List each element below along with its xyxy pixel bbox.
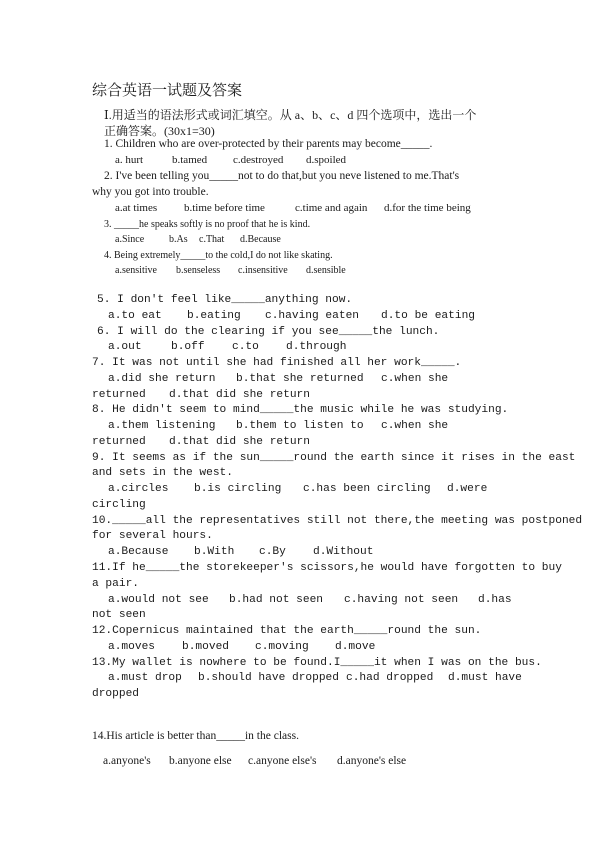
question-11-option-d-wrap: not seen [92,609,146,621]
question-14-option-c: c.anyone else's [248,755,317,767]
question-8-option-b: b.them to listen to [236,420,364,432]
question-10-option-a: a.Because [108,546,169,558]
question-4-option-d: d.sensible [306,265,346,276]
question-7-option-a: a.did she return [108,373,216,385]
question-11-line1: 11.If he_____the storekeeper's scissors,he would have forgotten to buy [92,562,562,574]
question-7-option-c-wrap: returned [92,389,146,401]
question-9-line2: and sets in the west. [92,467,233,479]
question-6-option-a: a.out [108,341,142,353]
question-10-option-c: c.By [259,546,286,558]
question-14-option-a: a.anyone's [103,755,151,767]
question-3-option-a: a.Since [115,234,145,245]
question-9-option-b: b.is circling [194,483,282,495]
question-13-option-d: d.must have [448,672,522,684]
question-7-option-c: c.when she [381,373,449,385]
question-13-option-d-wrap: dropped [92,688,139,700]
page-title: 综合英语一试题及答案 [92,83,243,99]
question-4-option-a: a.sensitive [115,265,157,276]
question-10-option-d: d.Without [313,546,374,558]
question-4-option-c: c.insensitive [238,265,288,276]
question-9-option-c: c.has been circling [303,483,431,495]
question-13-option-a: a.must drop [108,672,182,684]
question-2-line1: 2. I've been telling you_____not to do that,but you neve listened to me.That's [104,170,460,182]
question-6-text: 6. I will do the clearing if you see_____the lunch. [97,326,440,338]
question-12-option-b: b.moved [182,641,229,653]
question-3-option-c: c.That [199,234,225,245]
question-9-option-a: a.circles [108,483,169,495]
question-12-option-c: c.moving [255,641,309,653]
question-7-option-d: d.that did she return [169,389,310,401]
question-12-option-d: d.move [335,641,376,653]
question-9-option-d-wrap: circling [92,499,146,511]
question-5-option-c: c.having eaten [265,310,359,322]
question-11-line2: a pair. [92,578,139,590]
question-14-option-d: d.anyone's else [337,755,407,767]
question-2-line2: why you got into trouble. [92,186,209,198]
question-2-option-c: c.time and again [295,202,368,214]
question-4-text: 4. Being extremely_____to the cold,I do not like skating. [104,250,333,261]
question-14-text: 14.His article is better than_____in the class. [92,730,299,742]
question-11-option-b: b.had not seen [229,594,323,606]
question-1-option-d: d.spoiled [306,154,347,166]
section-instruction-line2: 正确答案。(30x1=30) [104,124,215,138]
question-5-option-d: d.to be eating [381,310,475,322]
question-8-option-c-wrap: returned [92,436,146,448]
question-5-option-b: b.eating [187,310,241,322]
question-11-option-c: c.having not seen [344,594,459,606]
question-12-option-a: a.moves [108,641,155,653]
question-6-option-b: b.off [171,341,205,353]
question-8-text: 8. He didn't seem to mind_____the music while he was studying. [92,404,509,416]
question-2-option-a: a.at times [115,202,158,214]
question-4-option-b: b.senseless [176,265,221,276]
question-7-option-b: b.that she returned [236,373,364,385]
question-7-text: 7. It was not until she had finished all her work_____. [92,357,462,369]
question-5-text: 5. I don't feel like_____anything now. [97,294,353,306]
question-2-option-b: b.time before time [184,202,265,214]
question-8-option-a: a.them listening [108,420,216,432]
question-3-option-d: d.Because [240,234,281,245]
question-9-line1: 9. It seems as if the sun_____round the earth since it rises in the east [92,452,576,464]
question-3-text: 3. _____he speaks softly is no proof that he is kind. [104,219,311,230]
question-11-option-d: d.has [478,594,512,606]
question-13-text: 13.My wallet is nowhere to be found.I_____it when I was on the bus. [92,657,542,669]
section-instruction-line1: Ⅰ.用适当的语法形式或词汇填空。从 a、b、c、d 四个选项中，选出一个 [104,108,477,122]
question-1-option-c: c.destroyed [233,154,284,166]
question-8-option-d: d.that did she return [169,436,310,448]
question-10-line1: 10._____all the representatives still not there,the meeting was postponed [92,515,583,527]
question-13-option-c: c.had dropped [346,672,434,684]
question-2-option-d: d.for the time being [384,202,471,214]
question-3-option-b: b.As [169,234,188,245]
question-1-option-a: a. hurt [115,154,144,166]
question-5-option-a: a.to eat [108,310,162,322]
question-12-text: 12.Copernicus maintained that the earth_____round the sun. [92,625,482,637]
question-14-option-b: b.anyone else [169,755,232,767]
question-13-option-b: b.should have dropped [198,672,339,684]
question-1-text: 1. Children who are over-protected by their parents may become_____. [104,138,433,150]
question-8-option-c: c.when she [381,420,449,432]
question-10-option-b: b.With [194,546,235,558]
question-11-option-a: a.would not see [108,594,209,606]
question-10-line2: for several hours. [92,530,213,542]
question-6-option-c: c.to [232,341,259,353]
question-6-option-d: d.through [286,341,347,353]
question-1-option-b: b.tamed [172,154,208,166]
question-9-option-d: d.were [447,483,488,495]
